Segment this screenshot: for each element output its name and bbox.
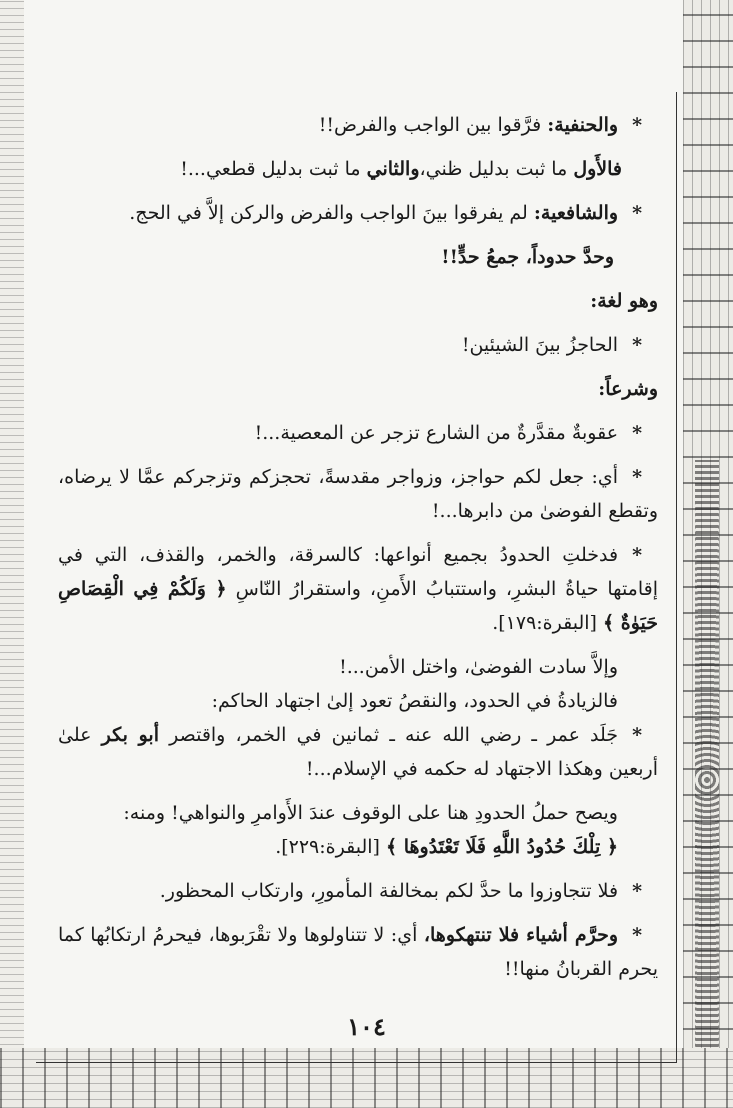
bullet-star: * — [632, 544, 642, 566]
para-umar — [58, 718, 658, 786]
page-number: ١٠٤ — [347, 1012, 386, 1041]
right-ornamental-border — [683, 0, 733, 1108]
bullet-star: * — [632, 202, 642, 224]
line-text: ما ثبت بدليل قطعي...! — [180, 158, 361, 180]
line-linguistic — [58, 284, 658, 318]
quran-verse: ﴿ تِلْكَ حُدُودُ اللَّهِ فَلَا تَعْتَدُوهَا ﴾ — [385, 836, 618, 858]
line-hudud — [58, 240, 614, 274]
line-text: فالزيادةُ في الحدود، والنقصُ تعود إلىٰ اجتهاد الحاكم: — [211, 690, 618, 712]
bullet-star: * — [632, 422, 642, 444]
line-barrier — [58, 328, 642, 362]
term-hanafiyya: والحنفية: — [547, 114, 619, 136]
line-increase — [58, 684, 618, 718]
bullet-star: * — [632, 466, 642, 488]
bullet-star: * — [632, 334, 642, 356]
line-transgress — [58, 874, 642, 908]
verse-reference: [البقرة:٢٢٩]. — [275, 836, 380, 858]
line-text: ما ثبت بدليل ظني، — [419, 158, 568, 180]
line-hanafiyya — [58, 108, 642, 142]
line-verse-2 — [58, 830, 618, 864]
bullet-star: * — [632, 880, 642, 902]
term-hudud: وحدَّ حدوداً، جمعُ حدٍّ!! — [441, 246, 614, 268]
para-text: فدخلتِ الحدودُ بجميع أنواعها: كالسرقة، والخمر، والقذف، التي في إقامتها حياةُ البشرِ، واستتبابُ الأَمنِ، واستقرارُ النّاسِ — [58, 544, 658, 600]
para-text: جَلَد عمر ـ رضي الله عنه ـ ثمانين في الخمر، واقتصر — [169, 724, 619, 746]
bullet-star: * — [632, 114, 642, 136]
line-punishment — [58, 416, 642, 450]
line-text: فرَّقوا بين الواجب والفرض!! — [318, 114, 542, 136]
line-text: عقوبةٌ مقدَّرةٌ من الشارع تزجر عن المعصية...! — [254, 422, 619, 444]
para-text: أي: جعل لكم حواجز، وزواجر مقدسةً، تحجزكم وتزجركم عمَّا لا يرضاه، وتقطع الفوضىٰ من دابرها...! — [58, 466, 658, 522]
para-meaning — [58, 460, 658, 528]
left-edge-shading — [0, 0, 24, 1108]
line-text: الحاجزُ بينَ الشيئين! — [461, 334, 619, 356]
heading-linguistic: وهو لغة: — [590, 290, 658, 312]
quran-verse: ﴿ وَلَكُمْ فِي الْقِصَاصِ حَيَوٰةٌ ﴾ — [58, 578, 658, 634]
term-shafiiyya: والشافعية: — [533, 202, 619, 224]
line-text: فلا تتجاوزوا ما حدَّ لكم بمخالفة المأمورِ، وارتكاب المحظور. — [159, 880, 619, 902]
line-commands — [58, 796, 618, 830]
line-shafiiyya — [58, 196, 642, 230]
bullet-star: * — [632, 724, 642, 746]
term-forbidden: وحرَّم أشياء فلا تنتهكوها، — [423, 924, 619, 946]
text-body — [58, 108, 658, 986]
name-abu-bakr: أبو بكر — [101, 724, 159, 746]
para-forbidden — [58, 918, 658, 986]
ornament-chain — [695, 460, 719, 1100]
line-text: ويصح حملُ الحدودِ هنا على الوقوف عندَ الأَوامرِ والنواهي! ومنه: — [123, 802, 618, 824]
para-types — [58, 538, 658, 640]
para-text: علىٰ أربعين وهكذا الاجتهاد له حكمه في الإسلام...! — [58, 724, 658, 780]
line-chaos — [58, 650, 618, 684]
bullet-star: * — [632, 924, 642, 946]
term-second: والثاني — [366, 158, 420, 180]
verse-reference: [البقرة:١٧٩]. — [492, 612, 597, 634]
line-text: وإلاَّ سادت الفوضىٰ، واختل الأمن...! — [339, 656, 618, 678]
line-legal — [58, 372, 658, 406]
heading-legal: وشرعاً: — [598, 378, 658, 400]
term-first: فالأَول — [573, 158, 622, 180]
para-text: أي: لا تتناولوها ولا تقْرَبوها، فيحرمُ ارتكابُها كما يحرم القربانُ منها!! — [58, 924, 658, 980]
line-first-second — [58, 152, 622, 186]
line-text: لم يفرقوا بينَ الواجب والفرض والركن إلاَّ في الحج. — [129, 202, 528, 224]
